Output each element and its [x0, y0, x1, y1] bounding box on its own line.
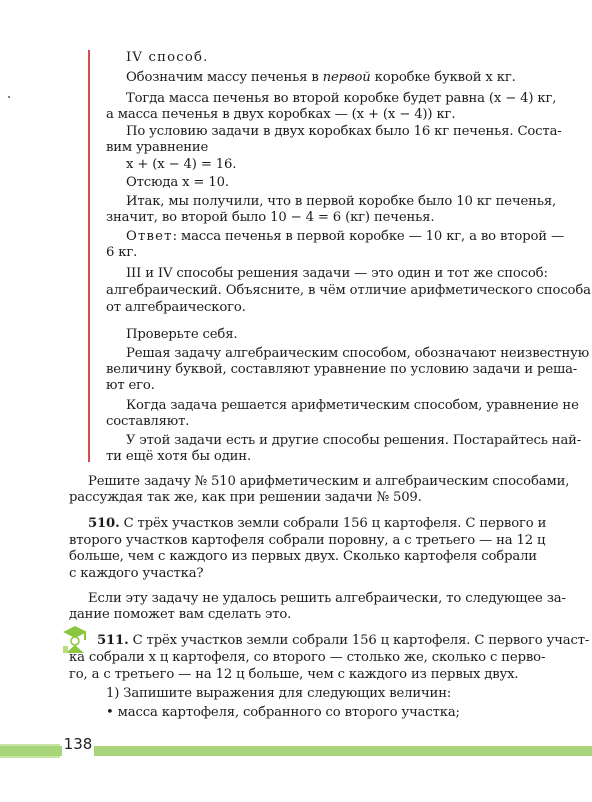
text-line: дание поможет вам сделать это.: [69, 607, 292, 622]
text-line: 6 кг.: [106, 245, 138, 260]
text-line: значит, во второй было 10 − 4 = 6 (кг) печенья.: [106, 210, 435, 225]
text-line: ют его.: [106, 378, 155, 393]
answer-line: Ответ: масса печенья в первой коробке — 10 кг, а во второй —: [126, 229, 565, 244]
text-line: Решая задачу алгебраическим способом, обозначают неизвестную: [126, 346, 590, 361]
text-line: больше, чем с каждого из первых двух. Сколько картофеля собрали: [69, 549, 537, 564]
text-line: Решите задачу № 510 арифметическим и алгебраическим способами,: [88, 474, 570, 489]
text-line: ка собрали x ц картофеля, со второго — столько же, сколько с перво-: [69, 650, 546, 665]
problem-number: 510.: [88, 516, 120, 531]
check-yourself-heading: Проверьте себя.: [126, 327, 238, 342]
text-line: По условию задачи в двух коробках было 16 кг печенья. Соста-: [126, 124, 562, 139]
subtask-line: 1) Запишите выражения для следующих величин:: [106, 686, 452, 701]
problem-511: 511. С трёх участков земли собрали 156 ц картофеля. С первого участ-: [97, 633, 590, 648]
method-heading: IV способ.: [126, 50, 209, 65]
text-line: Когда задача решается арифметическим способом, уравнение не: [126, 398, 579, 413]
text-line: Итак, мы получили, что в первой коробке было 10 кг печенья,: [126, 194, 557, 209]
text-line: Тогда масса печенья во второй коробке будет равна (x − 4) кг,: [126, 91, 557, 106]
text-line: III и IV способы решения задачи — это один и тот же способ:: [126, 266, 548, 281]
text-line: У этой задачи есть и другие способы решения. Постарайтесь най-: [126, 433, 582, 448]
bullet-item: • масса картофеля, собранного со второго участка;: [106, 705, 460, 720]
text-line: ти ещё хотя бы один.: [106, 449, 251, 464]
text-line: составляют.: [106, 414, 190, 429]
text-line: Если эту задачу не удалось решить алгебраически, то следующее за-: [88, 591, 566, 606]
text-line: го, а с третьего — на 12 ц больше, чем с каждого из первых двух.: [69, 667, 519, 682]
text-line: рассуждая так же, как при решении задачи № 509.: [69, 490, 422, 505]
section-margin-line: [88, 50, 90, 462]
problem-510: 510. С трёх участков земли собрали 156 ц картофеля. С первого и: [88, 516, 547, 531]
page-number: 138: [62, 732, 94, 756]
text-line: от алгебраического.: [106, 300, 246, 315]
text-line: второго участков картофеля собрали поровну, а с третьего — на 12 ц: [69, 533, 546, 548]
equation: x + (x − 4) = 16.: [126, 157, 237, 172]
text-line: алгебраический. Объясните, в чём отличие арифметического способа: [106, 283, 591, 298]
text-line: вим уравнение: [106, 140, 209, 155]
problem-number: 511.: [97, 633, 129, 648]
margin-speck: [8, 96, 10, 98]
text-line: величину буквой, составляют уравнение по условию задачи и реша-: [106, 362, 578, 377]
text-line: а масса печенья в двух коробках — (x + (x − 4)) кг.: [106, 107, 456, 122]
text-line: с каждого участка?: [69, 566, 204, 581]
text-line: Отсюда x = 10.: [126, 175, 229, 190]
text-line: Обозначим массу печенья в первой коробке буквой x кг.: [126, 70, 516, 85]
